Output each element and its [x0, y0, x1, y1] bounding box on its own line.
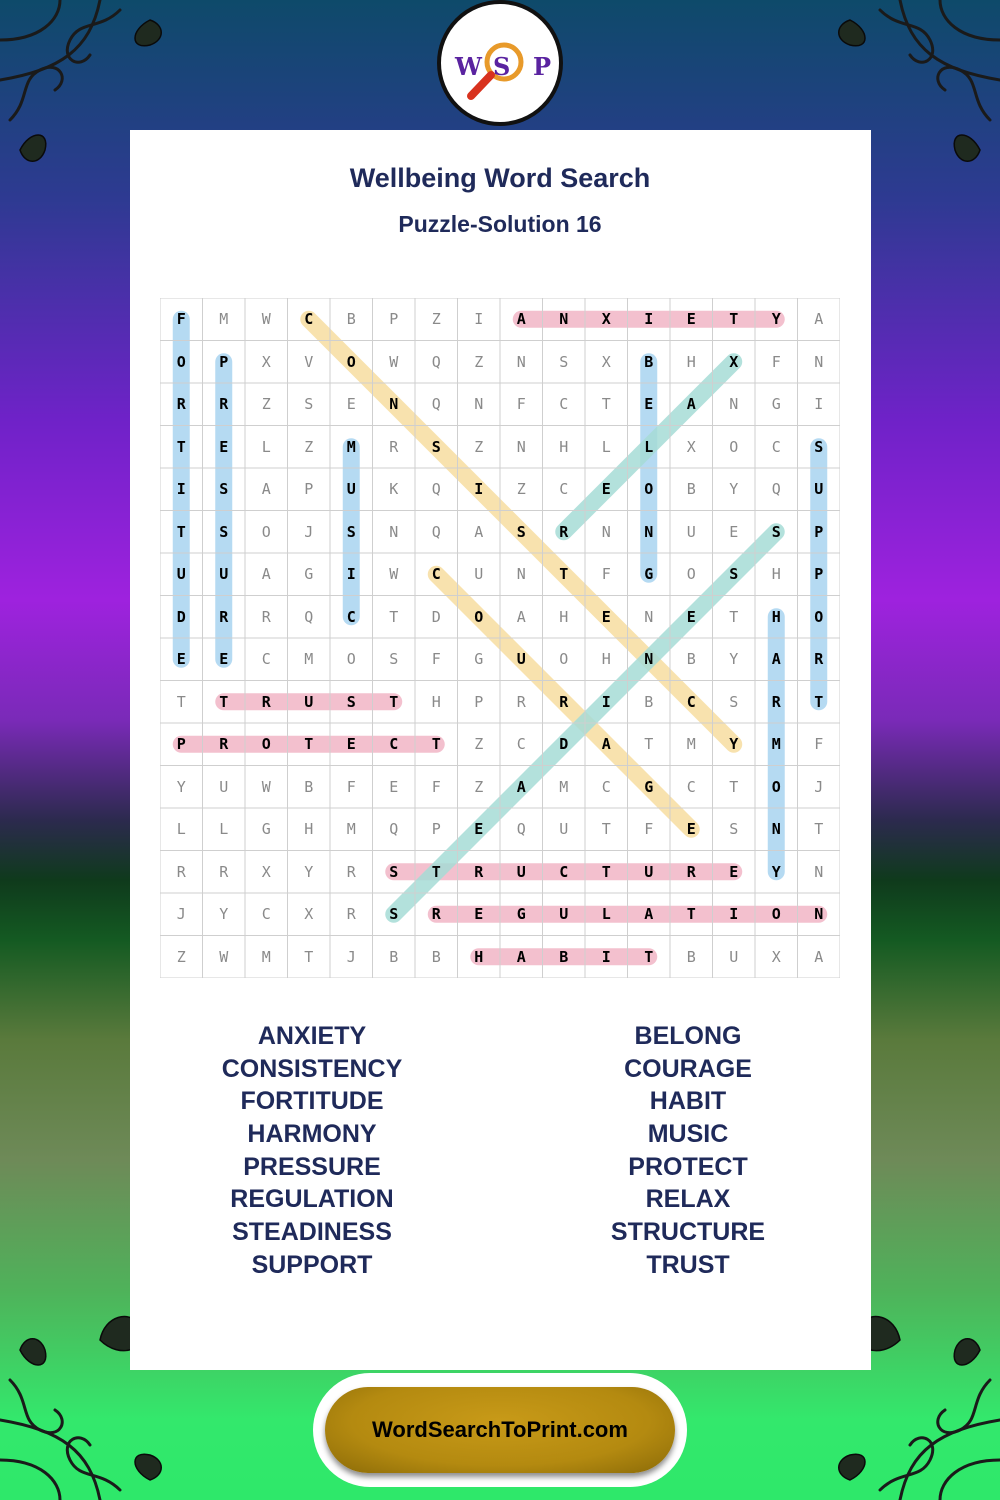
grid-cell[interactable]: X	[261, 862, 271, 881]
grid-cell[interactable]: S	[346, 522, 356, 541]
grid-cell[interactable]: M	[219, 310, 229, 329]
grid-cell[interactable]: R	[771, 692, 781, 711]
grid-cell[interactable]: I	[729, 905, 739, 924]
grid-cell[interactable]: A	[261, 565, 271, 584]
grid-cell[interactable]: B	[346, 310, 356, 329]
word-list-item: ANXIETY	[257, 1022, 367, 1050]
grid-cell[interactable]: C	[261, 905, 271, 924]
grid-cell[interactable]: F	[431, 777, 441, 796]
grid-cell[interactable]: L	[219, 820, 229, 839]
grid-cell[interactable]: G	[516, 905, 526, 924]
grid-cell[interactable]: T	[686, 905, 696, 924]
grid-cell[interactable]: T	[601, 862, 611, 881]
grid-cell[interactable]: G	[644, 777, 654, 796]
grid-cell[interactable]: U	[686, 522, 696, 541]
word-list-item: STRUCTURE	[610, 1218, 766, 1247]
grid-cell[interactable]: F	[601, 565, 611, 584]
grid-cell[interactable]: N	[729, 395, 739, 414]
grid-cell[interactable]: Y	[771, 310, 781, 329]
grid-cell[interactable]: S	[389, 650, 399, 669]
grid-cell[interactable]: P	[814, 565, 824, 584]
grid-cell[interactable]: T	[559, 565, 569, 584]
grid-cell[interactable]: T	[389, 607, 399, 626]
grid-cell[interactable]: N	[516, 565, 526, 584]
grid-cell[interactable]: C	[304, 310, 314, 329]
grid-cell[interactable]: C	[346, 607, 356, 626]
grid-cell[interactable]: J	[176, 905, 186, 924]
grid-cell[interactable]: I	[601, 947, 611, 966]
grid-cell[interactable]: B	[644, 352, 654, 371]
grid-cell[interactable]: U	[219, 777, 229, 796]
grid-cell[interactable]: T	[176, 522, 186, 541]
grid-cell[interactable]: T	[729, 777, 739, 796]
grid-cell[interactable]: A	[261, 480, 271, 499]
grid-cell[interactable]: O	[176, 352, 186, 371]
footer-badge	[313, 1373, 687, 1487]
puzzle-subtitle: Puzzle-Solution 16	[398, 211, 602, 237]
grid-cell[interactable]: R	[176, 395, 186, 414]
grid-cell[interactable]: U	[176, 565, 186, 584]
grid-cell[interactable]: M	[261, 947, 271, 966]
grid-cell[interactable]: U	[559, 820, 569, 839]
grid-cell[interactable]: S	[219, 522, 229, 541]
grid-cell[interactable]: S	[729, 820, 739, 839]
word-list-item: FORTITUDE	[240, 1087, 384, 1116]
grid-cell[interactable]: N	[644, 522, 654, 541]
grid-cell[interactable]: N	[644, 607, 654, 626]
grid-cell[interactable]: M	[304, 650, 314, 669]
grid-cell[interactable]: O	[771, 777, 781, 796]
grid-cell[interactable]: C	[559, 862, 569, 881]
grid-cell[interactable]: Y	[729, 650, 739, 669]
grid-cell[interactable]: N	[389, 522, 399, 541]
grid-cell[interactable]: X	[601, 352, 611, 371]
grid-cell[interactable]: Y	[729, 480, 739, 499]
grid-cell[interactable]: R	[176, 862, 186, 881]
grid-cell[interactable]: C	[601, 777, 611, 796]
grid-cell[interactable]: N	[516, 352, 526, 371]
grid-cell[interactable]: U	[474, 565, 484, 584]
grid-cell[interactable]: S	[389, 905, 399, 924]
grid-cell[interactable]: C	[389, 735, 399, 754]
grid-cell[interactable]: U	[814, 480, 824, 499]
grid-cell[interactable]: E	[474, 820, 484, 839]
grid-cell[interactable]: N	[814, 352, 824, 371]
grid-cell[interactable]: P	[431, 820, 441, 839]
grid-cell[interactable]: R	[516, 692, 526, 711]
wsp-logo	[437, 0, 563, 126]
grid-cell[interactable]: I	[346, 565, 356, 584]
grid-cell[interactable]: U	[219, 565, 229, 584]
grid-cell[interactable]: B	[431, 947, 441, 966]
grid-cell[interactable]: S	[304, 395, 314, 414]
grid-cell[interactable]: B	[559, 947, 569, 966]
grid-cell[interactable]: G	[474, 650, 484, 669]
grid-cell[interactable]: R	[219, 862, 229, 881]
grid-cell[interactable]: L	[176, 820, 186, 839]
grid-cell[interactable]: E	[729, 862, 739, 881]
grid-cell[interactable]: E	[644, 395, 654, 414]
grid-cell[interactable]: T	[729, 310, 739, 329]
grid-cell[interactable]: U	[304, 692, 314, 711]
grid-cell[interactable]: X	[686, 437, 696, 456]
grid-cell[interactable]: S	[729, 565, 739, 584]
grid-cell[interactable]: O	[814, 607, 824, 626]
grid-cell[interactable]: T	[304, 947, 314, 966]
grid-cell[interactable]: C	[261, 650, 271, 669]
grid-cell[interactable]: S	[814, 437, 824, 456]
grid-cell[interactable]: E	[219, 437, 229, 456]
grid-cell[interactable]: C	[559, 395, 569, 414]
grid-cell[interactable]: H	[686, 352, 696, 371]
grid-cell[interactable]: H	[559, 437, 569, 456]
grid-cell[interactable]: P	[176, 735, 186, 754]
grid-cell[interactable]: F	[346, 777, 356, 796]
grid-cell[interactable]: O	[729, 437, 739, 456]
grid-cell[interactable]: P	[474, 692, 484, 711]
grid-cell[interactable]: Q	[431, 352, 441, 371]
grid-cell[interactable]: E	[686, 607, 696, 626]
grid-cell[interactable]: E	[601, 480, 611, 499]
grid-cell[interactable]: Q	[771, 480, 781, 499]
grid-cell[interactable]: E	[686, 310, 696, 329]
grid-cell[interactable]: T	[601, 820, 611, 839]
grid-cell[interactable]: X	[261, 352, 271, 371]
grid-cell[interactable]: S	[516, 522, 526, 541]
grid-cell[interactable]: C	[686, 692, 696, 711]
grid-cell[interactable]: E	[176, 650, 186, 669]
grid-cell[interactable]: A	[516, 607, 526, 626]
grid-cell[interactable]: I	[601, 692, 611, 711]
grid-cell[interactable]: R	[559, 692, 569, 711]
grid-cell[interactable]: T	[644, 735, 654, 754]
grid-cell[interactable]: P	[304, 480, 314, 499]
grid-cell[interactable]: A	[601, 735, 611, 754]
grid-cell[interactable]: L	[261, 437, 271, 456]
grid-cell[interactable]: T	[644, 947, 654, 966]
grid-cell[interactable]: M	[686, 735, 696, 754]
grid-cell[interactable]: G	[304, 565, 314, 584]
grid-cell[interactable]: F	[176, 310, 186, 329]
grid-cell[interactable]: M	[771, 735, 781, 754]
grid-cell[interactable]: L	[644, 437, 654, 456]
grid-cell[interactable]: E	[346, 395, 356, 414]
grid-cell[interactable]: A	[814, 310, 824, 329]
grid-cell[interactable]: C	[431, 565, 441, 584]
grid-cell[interactable]: R	[219, 607, 229, 626]
grid-cell[interactable]: U	[644, 862, 654, 881]
site-link-button[interactable]: WordSearchToPrint.com	[325, 1387, 675, 1473]
grid-cell[interactable]: R	[559, 522, 569, 541]
grid-cell[interactable]: G	[644, 565, 654, 584]
grid-cell[interactable]: M	[346, 437, 356, 456]
grid-cell[interactable]: T	[176, 692, 186, 711]
grid-cell[interactable]: D	[559, 735, 569, 754]
grid-cell[interactable]: Z	[176, 947, 186, 966]
word-list-item: STEADINESS	[232, 1218, 392, 1247]
grid-cell[interactable]: X	[771, 947, 781, 966]
grid-cell[interactable]: T	[304, 735, 314, 754]
grid-cell[interactable]: M	[559, 777, 569, 796]
grid-cell[interactable]: O	[559, 650, 569, 669]
grid-cell[interactable]: R	[219, 395, 229, 414]
grid-cell[interactable]: A	[686, 395, 696, 414]
word-list-item: REGULATION	[230, 1185, 394, 1214]
grid-cell[interactable]: Z	[474, 735, 484, 754]
grid-cell[interactable]: T	[389, 692, 399, 711]
grid-cell[interactable]: V	[304, 352, 314, 371]
grid-cell[interactable]: S	[431, 437, 441, 456]
word-list-item: CONSISTENCY	[221, 1054, 403, 1083]
logo-letter-p: P	[533, 52, 552, 81]
grid-cell[interactable]: A	[516, 947, 526, 966]
grid-cell[interactable]: L	[601, 905, 611, 924]
grid-cell[interactable]: H	[601, 650, 611, 669]
grid-cell[interactable]: S	[346, 692, 356, 711]
grid-cell[interactable]: E	[389, 777, 399, 796]
grid-cell[interactable]: S	[219, 480, 229, 499]
grid-cell[interactable]: G	[771, 395, 781, 414]
grid-cell[interactable]: A	[474, 522, 484, 541]
grid-cell[interactable]: F	[814, 735, 824, 754]
grid-cell[interactable]: H	[771, 565, 781, 584]
grid-cell[interactable]: F	[516, 395, 526, 414]
grid-cell[interactable]: N	[389, 395, 399, 414]
grid-cell[interactable]: H	[431, 692, 441, 711]
grid-cell[interactable]: P	[814, 522, 824, 541]
grid-cell[interactable]: A	[814, 947, 824, 966]
logo-letter-s: S	[493, 52, 511, 81]
grid-cell[interactable]: T	[219, 692, 229, 711]
puzzle-title: Wellbeing Word Search	[349, 163, 651, 193]
grid-cell[interactable]: N	[601, 522, 611, 541]
grid-cell[interactable]: E	[686, 820, 696, 839]
grid-cell[interactable]: M	[346, 820, 356, 839]
grid-cell[interactable]: C	[686, 777, 696, 796]
grid-cell[interactable]: I	[474, 310, 484, 329]
grid-cell[interactable]: B	[686, 947, 696, 966]
grid-cell[interactable]: Y	[219, 905, 229, 924]
word-list-right	[538, 1020, 838, 1282]
grid-cell[interactable]: Z	[474, 437, 484, 456]
grid-cell[interactable]: R	[346, 905, 356, 924]
grid-cell[interactable]: U	[346, 480, 356, 499]
grid-cell[interactable]: Z	[431, 310, 441, 329]
grid-cell[interactable]: R	[686, 862, 696, 881]
grid-cell[interactable]: T	[814, 820, 824, 839]
grid-cell[interactable]: N	[771, 820, 781, 839]
grid-cell[interactable]: O	[261, 735, 271, 754]
grid-cell[interactable]: R	[431, 905, 441, 924]
grid-cell[interactable]: H	[559, 607, 569, 626]
grid-cell[interactable]: R	[261, 607, 271, 626]
grid-cell[interactable]: J	[346, 947, 356, 966]
grid-cell[interactable]: Z	[474, 352, 484, 371]
grid-cell[interactable]: T	[176, 437, 186, 456]
grid-cell[interactable]: T	[814, 692, 824, 711]
word-list-item: PROTECT	[628, 1152, 748, 1181]
grid-cell[interactable]: Y	[304, 862, 314, 881]
grid-cell[interactable]: U	[516, 862, 526, 881]
grid-cell[interactable]: F	[431, 650, 441, 669]
grid-cell[interactable]: N	[644, 650, 654, 669]
grid-cell[interactable]: X	[729, 352, 739, 371]
grid-cell[interactable]: W	[261, 777, 271, 796]
grid-cell[interactable]: Z	[261, 395, 271, 414]
grid-cell[interactable]: R	[474, 862, 484, 881]
word-list-item: BELONG	[634, 1022, 742, 1050]
word-list-item: SUPPORT	[251, 1250, 373, 1279]
grid-cell[interactable]: L	[601, 437, 611, 456]
grid-cell[interactable]: O	[686, 565, 696, 584]
grid-cell[interactable]: R	[261, 692, 271, 711]
grid-cell[interactable]: T	[729, 607, 739, 626]
grid-cell[interactable]: C	[559, 480, 569, 499]
grid-cell[interactable]: U	[516, 650, 526, 669]
grid-cell[interactable]: T	[601, 395, 611, 414]
grid-cell[interactable]: Y	[176, 777, 186, 796]
grid-cell[interactable]: Z	[516, 480, 526, 499]
grid-cell[interactable]: B	[686, 650, 696, 669]
word-list-item: COURAGE	[624, 1054, 752, 1083]
grid-cell[interactable]: R	[219, 735, 229, 754]
grid-cell[interactable]: J	[814, 777, 824, 796]
word-list-item: RELAX	[645, 1185, 731, 1214]
grid-cell[interactable]: N	[474, 395, 484, 414]
grid-cell[interactable]: H	[304, 820, 314, 839]
grid-cell[interactable]: K	[389, 480, 399, 499]
grid-cell[interactable]: X	[304, 905, 314, 924]
grid-cell[interactable]: Z	[304, 437, 314, 456]
grid-cell[interactable]: Y	[729, 735, 739, 754]
grid-cell[interactable]: C	[771, 437, 781, 456]
grid-cell[interactable]: N	[516, 437, 526, 456]
grid-cell[interactable]: Q	[304, 607, 314, 626]
grid-cell[interactable]: W	[261, 310, 271, 329]
grid-cell[interactable]: N	[559, 310, 569, 329]
grid-cell[interactable]: E	[474, 905, 484, 924]
grid-cell[interactable]: R	[346, 862, 356, 881]
word-list-item: HARMONY	[247, 1120, 377, 1149]
grid-cell[interactable]: R	[389, 437, 399, 456]
grid-cell[interactable]: P	[389, 310, 399, 329]
grid-cell[interactable]: N	[814, 862, 824, 881]
grid-cell[interactable]: S	[771, 522, 781, 541]
grid-cell[interactable]: S	[559, 352, 569, 371]
grid-cell[interactable]: O	[474, 607, 484, 626]
grid-cell[interactable]: N	[814, 905, 824, 924]
grid-cell[interactable]: D	[176, 607, 186, 626]
grid-cell[interactable]: O	[261, 522, 271, 541]
grid-cell[interactable]: U	[729, 947, 739, 966]
grid-cell[interactable]: W	[389, 352, 399, 371]
grid-cell[interactable]: O	[644, 480, 654, 499]
grid-cell[interactable]: X	[601, 310, 611, 329]
grid-cell[interactable]: I	[176, 480, 186, 499]
grid-cell[interactable]: H	[771, 607, 781, 626]
letter-grid	[160, 298, 840, 978]
grid-cell[interactable]: T	[431, 735, 441, 754]
grid-cell[interactable]: B	[686, 480, 696, 499]
grid-cell[interactable]: Z	[474, 777, 484, 796]
grid-cell[interactable]: C	[516, 735, 526, 754]
grid-cell[interactable]: B	[644, 692, 654, 711]
word-list-item: PRESSURE	[243, 1152, 381, 1181]
grid-cell[interactable]: O	[346, 352, 356, 371]
word-list-left	[162, 1020, 462, 1282]
grid-cell[interactable]: P	[219, 352, 229, 371]
grid-cell[interactable]: A	[771, 650, 781, 669]
grid-cell[interactable]: D	[431, 607, 441, 626]
grid-cell[interactable]: I	[814, 395, 824, 414]
grid-cell[interactable]: A	[644, 905, 654, 924]
grid-cell[interactable]: Q	[516, 820, 526, 839]
grid-cell[interactable]: E	[219, 650, 229, 669]
grid-cell[interactable]: B	[389, 947, 399, 966]
logo-letter-w: W	[455, 52, 482, 81]
grid-cell[interactable]: I	[644, 310, 654, 329]
grid-cell[interactable]: R	[814, 650, 824, 669]
grid-cell[interactable]: F	[644, 820, 654, 839]
word-list-item: HABIT	[649, 1087, 727, 1116]
grid-cell[interactable]: E	[601, 607, 611, 626]
grid-cell[interactable]: U	[559, 905, 569, 924]
grid-cell[interactable]: F	[771, 352, 781, 371]
grid-cell[interactable]: T	[431, 862, 441, 881]
grid-cell[interactable]: O	[346, 650, 356, 669]
grid-cell[interactable]: Q	[389, 820, 399, 839]
word-list-item: TRUST	[646, 1250, 730, 1279]
grid-cell[interactable]: Q	[431, 522, 441, 541]
grid-cell[interactable]: H	[474, 947, 484, 966]
grid-cell[interactable]: E	[346, 735, 356, 754]
grid-cell[interactable]: S	[389, 862, 399, 881]
grid-cell[interactable]: A	[516, 310, 526, 329]
grid-cell[interactable]: J	[304, 522, 314, 541]
grid-cell[interactable]: W	[219, 947, 229, 966]
word-list-item: MUSIC	[647, 1120, 729, 1149]
grid-cell[interactable]: O	[771, 905, 781, 924]
grid-cell[interactable]: G	[261, 820, 271, 839]
grid-cell[interactable]: Q	[431, 395, 441, 414]
grid-cell[interactable]: Y	[771, 862, 781, 881]
grid-cell[interactable]: E	[729, 522, 739, 541]
grid-cell[interactable]: W	[389, 565, 399, 584]
grid-cell[interactable]: S	[729, 692, 739, 711]
grid-cell[interactable]: Q	[431, 480, 441, 499]
grid-cell[interactable]: B	[304, 777, 314, 796]
grid-cell[interactable]: A	[516, 777, 526, 796]
grid-cell[interactable]: I	[474, 480, 484, 499]
